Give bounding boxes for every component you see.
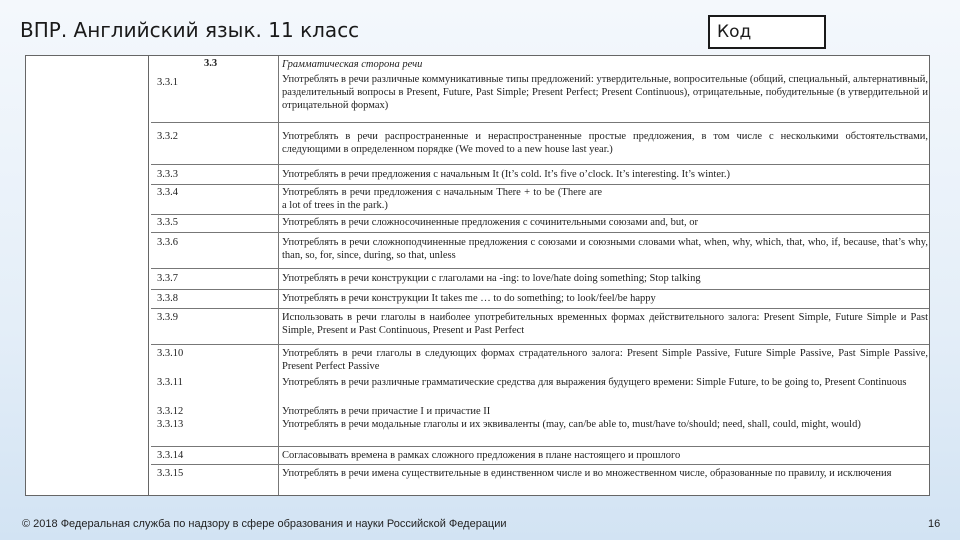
row-number: 3.3.3 <box>157 169 178 180</box>
table-left-column <box>26 56 149 495</box>
row-divider <box>151 268 929 269</box>
footer-copyright: © 2018 Федеральная служба по надзору в сфере образования и науки Российской Федерации <box>22 518 507 530</box>
row-number: 3.3.6 <box>157 237 178 248</box>
row-text: Употреблять в речи конструкции с глаголами на -ing: to love/hate doing something; Stop talking <box>282 273 701 284</box>
row-text: Употреблять в речи модальные глаголы и их эквиваленты (may, can/be able to, must/have to/should; need, shall, could, might, would) <box>282 419 861 430</box>
row-divider <box>151 122 929 123</box>
row-text: Согласовывать времена в рамках сложного предложения в плане настоящего и прошлого <box>282 450 681 461</box>
section-title: Грамматическая сторона речи <box>282 59 423 70</box>
row-divider <box>151 446 929 447</box>
row-number: 3.3.12 <box>157 406 184 417</box>
page-number: 16 <box>928 518 941 530</box>
row-number: 3.3.13 <box>157 419 184 430</box>
row-number: 3.3.14 <box>157 450 184 461</box>
row-text: Употреблять в речи глаголы в следующих формах страдательного залога: Present Simple Passive, Future Simple Passive, Past Simple Passive, Present Perfect Passive <box>282 348 928 372</box>
code-label: Код <box>717 22 752 42</box>
row-text: Употреблять в речи различные грамматические средства для выражения будущего времени: Simple Future, to be going to, Present Continuous <box>282 377 907 388</box>
row-number: 3.3.2 <box>157 131 178 142</box>
row-text: Употреблять в речи предложения с начальным There + to be (There are a lot of trees in the park.) <box>282 187 602 211</box>
row-number: 3.3.9 <box>157 312 178 323</box>
row-number: 3.3.8 <box>157 293 178 304</box>
code-field[interactable] <box>708 15 826 49</box>
row-number: 3.3.15 <box>157 468 184 479</box>
row-text: Употреблять в речи сложноподчиненные предложения с союзами и союзными словами what, when, why, which, that, who, if, because, that’s why, than, so, for, since, during, so that, unless <box>282 237 928 261</box>
row-number: 3.3.7 <box>157 273 178 284</box>
row-divider <box>151 214 929 215</box>
row-divider <box>151 464 929 465</box>
row-divider <box>151 344 929 345</box>
row-text: Употреблять в речи распространенные и нераспространенные простые предложения, в том числе с несколькими обстоятельствами, следующими в определенном порядке (We moved to a new house last year.) <box>282 131 928 155</box>
row-text: Употреблять в речи сложносочиненные предложения с сочинительными союзами and, but, or <box>282 217 699 228</box>
row-divider <box>151 164 929 165</box>
row-text: Употреблять в речи имена существительные в единственном числе и во множественном числе, образованные по правилу, и исключения <box>282 468 892 479</box>
row-number: 3.3.11 <box>157 377 183 388</box>
row-divider <box>151 289 929 290</box>
row-number: 3.3.5 <box>157 217 178 228</box>
page-title: ВПР. Английский язык. 11 класс <box>20 18 360 42</box>
row-number: 3.3.10 <box>157 348 184 359</box>
row-number: 3.3.1 <box>157 77 178 88</box>
requirements-table <box>25 55 930 496</box>
row-divider <box>151 232 929 233</box>
section-number: 3.3 <box>204 58 218 69</box>
row-text: Употреблять в речи предложения с начальным It (It’s cold. It’s five o’clock. It’s interesting. It’s winter.) <box>282 169 731 180</box>
row-text: Употреблять в речи конструкции It takes me … to do something; to look/feel/be happy <box>282 293 656 304</box>
row-divider <box>151 184 929 185</box>
row-text: Употреблять в речи различные коммуникативные типы предложений: утвердительные, вопросительные (общий, специальный, альтернативный, разделительный вопросы в Present, Future, Past Simple; Present Perfect; Present Continuous), отрицательные, побудительные (в утвердительной и отрицательной формах) <box>282 74 928 111</box>
row-text: Использовать в речи глаголы в наиболее употребительных временных формах действительного залога: Present Simple, Future Simple и Past Simple, Present и Past Continuous, Present и Past Perfect <box>282 312 928 336</box>
row-divider <box>151 308 929 309</box>
row-number: 3.3.4 <box>157 187 178 198</box>
row-text: Употреблять в речи причастие I и причастие II <box>282 406 491 417</box>
